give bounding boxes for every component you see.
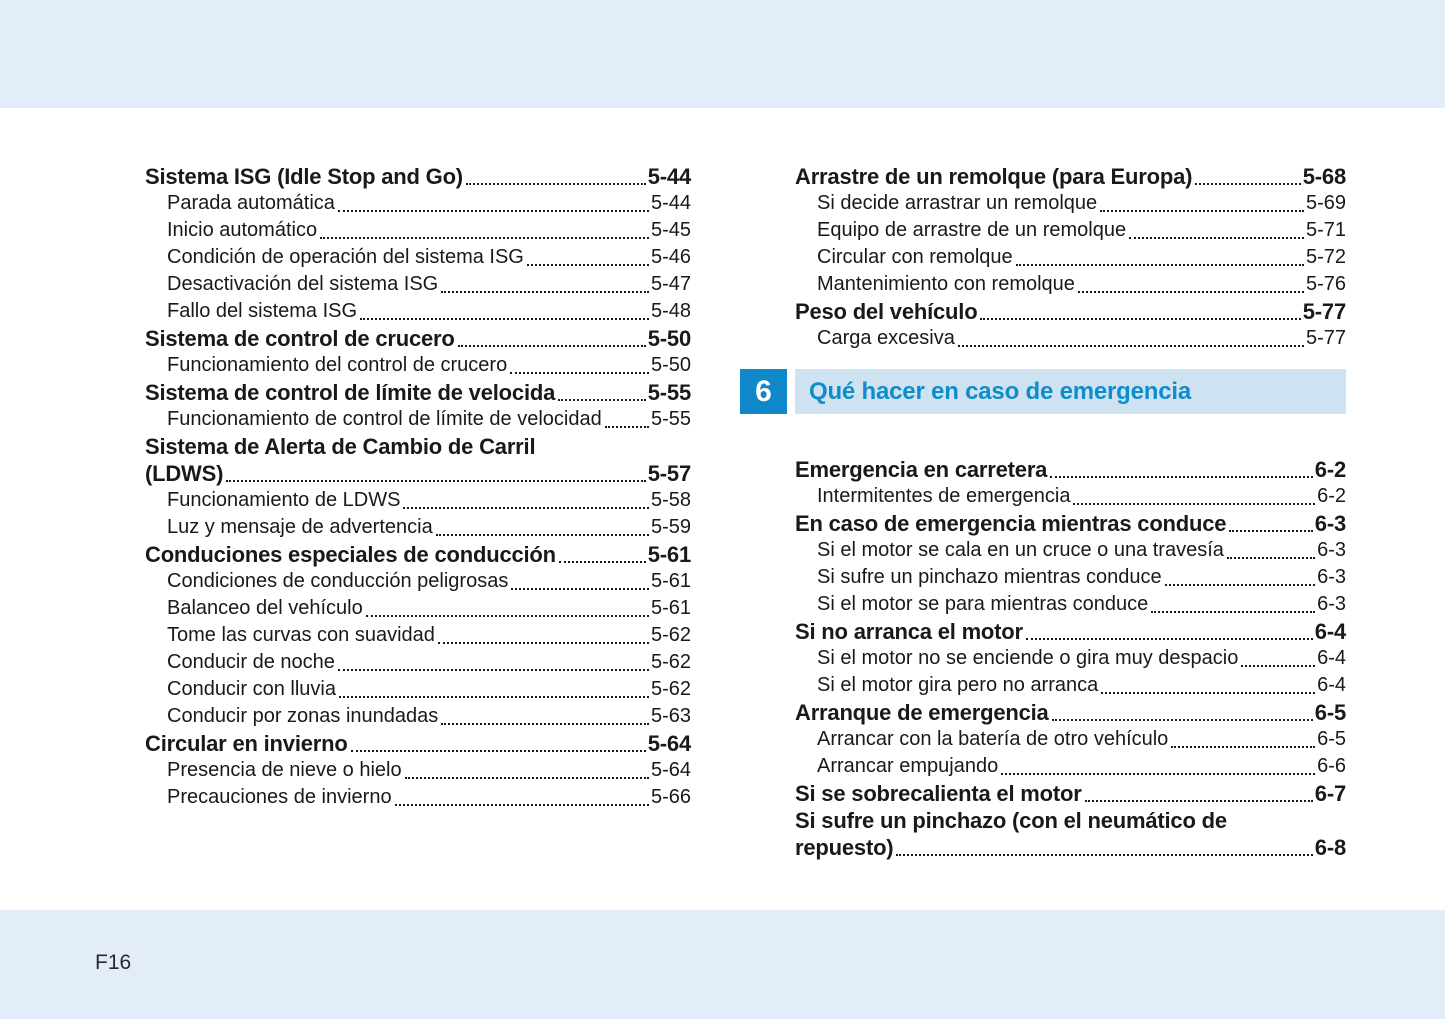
toc-entry-label: Funcionamiento de control de límite de velocidad bbox=[167, 408, 602, 430]
leader-dots bbox=[466, 183, 646, 185]
toc-entry-label: Balanceo del vehículo bbox=[167, 597, 363, 619]
leader-dots bbox=[1016, 264, 1304, 266]
leader-dots bbox=[510, 372, 649, 374]
chapter-title-band bbox=[795, 369, 1346, 414]
toc-entry bbox=[795, 325, 1346, 352]
leader-dots bbox=[436, 534, 649, 536]
leader-dots bbox=[1129, 237, 1304, 239]
toc-entry-page-number: 5-55 bbox=[650, 408, 691, 430]
toc-entry-page-number: 5-69 bbox=[1305, 192, 1346, 214]
toc-entry-page-number: 5-62 bbox=[650, 624, 691, 646]
toc-entry-label: Desactivación del sistema ISG bbox=[167, 273, 439, 295]
leader-dots bbox=[1078, 291, 1304, 293]
toc-entry-page-number: 5-50 bbox=[647, 326, 691, 351]
toc-entry-page-number: 5-48 bbox=[650, 300, 691, 322]
toc-entry bbox=[795, 699, 1346, 726]
toc-entry bbox=[145, 325, 691, 352]
leader-dots bbox=[511, 588, 649, 590]
toc-entry-page-number: 5-44 bbox=[650, 192, 691, 214]
chapter-title: Qué hacer en caso de emergencia bbox=[809, 377, 1191, 405]
toc-entry-page-number: 6-3 bbox=[1317, 539, 1346, 561]
toc-entry-page-number: 5-77 bbox=[1302, 299, 1346, 324]
toc-entry-label: Si el motor no se enciende o gira muy despacio bbox=[817, 647, 1239, 669]
toc-entry-page-number: 5-72 bbox=[1305, 246, 1346, 268]
toc-entry bbox=[145, 622, 691, 649]
toc-entry-page-number: 5-62 bbox=[650, 678, 691, 700]
toc-entry-page-number: 5-61 bbox=[650, 597, 691, 619]
toc-entry-label: repuesto) bbox=[795, 835, 894, 860]
toc-entry-page-number: 5-66 bbox=[650, 786, 691, 808]
toc-entry-page-number: 6-5 bbox=[1314, 700, 1346, 725]
toc-entry-label: Fallo del sistema ISG bbox=[167, 300, 358, 322]
toc-entry-label: Conducir de noche bbox=[167, 651, 335, 673]
toc-entry-page-number: 6-3 bbox=[1314, 511, 1346, 536]
toc-entry bbox=[145, 217, 691, 244]
toc-entry-label: Arranque de emergencia bbox=[795, 700, 1049, 725]
toc-entry bbox=[795, 672, 1346, 699]
toc-entry-label: Inicio automático bbox=[167, 219, 318, 241]
toc-entry bbox=[145, 244, 691, 271]
leader-dots bbox=[605, 426, 649, 428]
toc-entry bbox=[145, 568, 691, 595]
toc-entry bbox=[145, 163, 691, 190]
toc-entry-page-number: 5-55 bbox=[647, 380, 691, 405]
toc-entry-page-number: 5-57 bbox=[647, 461, 691, 486]
toc-entry-label: Parada automática bbox=[167, 192, 335, 214]
leader-dots bbox=[360, 318, 649, 320]
toc-entry-label: Intermitentes de emergencia bbox=[817, 485, 1071, 507]
leader-dots bbox=[338, 669, 649, 671]
toc-entry-page-number: 5-44 bbox=[647, 164, 691, 189]
toc-entry bbox=[145, 703, 691, 730]
toc-entry-page-number: 5-47 bbox=[650, 273, 691, 295]
leader-dots bbox=[1165, 584, 1315, 586]
toc-entry bbox=[795, 537, 1346, 564]
toc-entry-label: En caso de emergencia mientras conduce bbox=[795, 511, 1227, 536]
toc-entry-label: Circular con remolque bbox=[817, 246, 1013, 268]
toc-entry-page-number: 6-8 bbox=[1314, 835, 1346, 860]
toc-entry-page-number: 6-7 bbox=[1314, 781, 1346, 806]
bottom-decorative-band bbox=[0, 910, 1445, 1019]
toc-entry-label: Si el motor gira pero no arranca bbox=[817, 674, 1099, 696]
toc-entry-page-number: 6-2 bbox=[1317, 485, 1346, 507]
toc-entry-page-number: 6-4 bbox=[1317, 674, 1346, 696]
toc-entry bbox=[795, 618, 1346, 645]
toc-entry bbox=[795, 163, 1346, 190]
leader-dots bbox=[226, 480, 646, 482]
toc-entry bbox=[795, 780, 1346, 807]
toc-entry-label: Si se sobrecalienta el motor bbox=[795, 781, 1082, 806]
page-footer-label: F16 bbox=[95, 951, 132, 974]
leader-dots bbox=[1227, 557, 1315, 559]
toc-entry bbox=[145, 190, 691, 217]
toc-entry-label: Circular en invierno bbox=[145, 731, 348, 756]
leader-dots bbox=[338, 210, 649, 212]
toc-entry bbox=[795, 244, 1346, 271]
toc-entry-label-line: Si sufre un pinchazo (con el neumático de bbox=[795, 808, 1227, 833]
toc-entry-label: Arrancar empujando bbox=[817, 755, 999, 777]
toc-entry-page-number: 5-59 bbox=[650, 516, 691, 538]
toc-entry bbox=[145, 298, 691, 325]
toc-entry-page-number: 6-6 bbox=[1317, 755, 1346, 777]
toc-entry-page-number: 5-64 bbox=[650, 759, 691, 781]
toc-entry-page-number: 5-58 bbox=[650, 489, 691, 511]
leader-dots bbox=[441, 291, 649, 293]
toc-entry bbox=[795, 483, 1346, 510]
leader-dots bbox=[1050, 476, 1313, 478]
toc-entry-page-number: 5-77 bbox=[1305, 327, 1346, 349]
toc-entry-label: Funcionamiento del control de crucero bbox=[167, 354, 508, 376]
toc-entry-page-number: 6-5 bbox=[1317, 728, 1346, 750]
toc-entry-page-number: 6-3 bbox=[1317, 566, 1346, 588]
leader-dots bbox=[1241, 665, 1315, 667]
toc-entry-page-number: 5-61 bbox=[650, 570, 691, 592]
toc-entry-label: Arrancar con la batería de otro vehículo bbox=[817, 728, 1169, 750]
leader-dots bbox=[395, 804, 649, 806]
toc-entry bbox=[795, 456, 1346, 483]
toc-entry-page-number: 6-3 bbox=[1317, 593, 1346, 615]
toc-entry-page-number: 5-46 bbox=[650, 246, 691, 268]
toc-column-left bbox=[145, 163, 691, 811]
toc-entry bbox=[145, 460, 691, 487]
toc-entry-label: Si sufre un pinchazo mientras conduce bbox=[817, 566, 1162, 588]
toc-section-chapter5-continued bbox=[795, 163, 1346, 352]
leader-dots bbox=[1026, 638, 1313, 640]
toc-entry-label: Arrastre de un remolque (para Europa) bbox=[795, 164, 1193, 189]
toc-entry-page-number: 5-61 bbox=[647, 542, 691, 567]
toc-entry-page-number: 5-45 bbox=[650, 219, 691, 241]
toc-entry-label: Si no arranca el motor bbox=[795, 619, 1023, 644]
toc-entry-label: Mantenimiento con remolque bbox=[817, 273, 1075, 295]
chapter-number: 6 bbox=[755, 374, 772, 408]
leader-dots bbox=[1085, 800, 1313, 802]
toc-entry bbox=[795, 298, 1346, 325]
toc-entry bbox=[795, 753, 1346, 780]
toc-entry-label: Conducir por zonas inundadas bbox=[167, 705, 439, 727]
toc-entry-label: (LDWS) bbox=[145, 461, 224, 486]
leader-dots bbox=[339, 696, 649, 698]
toc-entry bbox=[145, 595, 691, 622]
toc-entry bbox=[145, 541, 691, 568]
toc-entry-label: Si el motor se cala en un cruce o una travesía bbox=[817, 539, 1224, 561]
toc-entry bbox=[795, 217, 1346, 244]
top-decorative-band bbox=[0, 0, 1445, 108]
leader-dots bbox=[366, 615, 649, 617]
toc-entry-label-line: Sistema de Alerta de Cambio de Carril bbox=[145, 434, 536, 459]
toc-entry-page-number: 6-4 bbox=[1314, 619, 1346, 644]
toc-entry bbox=[795, 190, 1346, 217]
leader-dots bbox=[958, 345, 1304, 347]
toc-entry bbox=[145, 352, 691, 379]
toc-column-right bbox=[755, 163, 1346, 861]
leader-dots bbox=[405, 777, 649, 779]
toc-entry-label: Presencia de nieve o hielo bbox=[167, 759, 402, 781]
toc-entry-page-number: 5-71 bbox=[1305, 219, 1346, 241]
toc-entry-label: Sistema ISG (Idle Stop and Go) bbox=[145, 164, 463, 189]
leader-dots bbox=[980, 318, 1300, 320]
toc-entry bbox=[145, 406, 691, 433]
toc-entry-page-number: 5-64 bbox=[647, 731, 691, 756]
toc-entry bbox=[145, 730, 691, 757]
toc-entry bbox=[145, 676, 691, 703]
leader-dots bbox=[1171, 746, 1315, 748]
toc-entry-label: Condición de operación del sistema ISG bbox=[167, 246, 524, 268]
toc-entry-label: Equipo de arrastre de un remolque bbox=[817, 219, 1127, 241]
toc-entry-label: Sistema de control de crucero bbox=[145, 326, 455, 351]
leader-dots bbox=[438, 642, 649, 644]
toc-entry-page-number: 5-76 bbox=[1305, 273, 1346, 295]
chapter-number-badge bbox=[740, 369, 787, 414]
leader-dots bbox=[403, 507, 649, 509]
toc-entry-label: Si decide arrastrar un remolque bbox=[817, 192, 1098, 214]
toc-entry-label: Conduciones especiales de conducción bbox=[145, 542, 556, 567]
toc-entry-label: Sistema de control de límite de velocida bbox=[145, 380, 556, 405]
toc-entry-label: Carga excesiva bbox=[817, 327, 955, 349]
toc-entry-label: Peso del vehículo bbox=[795, 299, 978, 324]
toc-entry bbox=[145, 487, 691, 514]
toc-entry-label: Tome las curvas con suavidad bbox=[167, 624, 435, 646]
toc-entry bbox=[145, 649, 691, 676]
toc-entry-label: Emergencia en carretera bbox=[795, 457, 1048, 482]
toc-entry-label: Conducir con lluvia bbox=[167, 678, 336, 700]
leader-dots bbox=[1052, 719, 1313, 721]
toc-entry bbox=[145, 271, 691, 298]
leader-dots bbox=[559, 561, 646, 563]
toc-entry-label: Precauciones de invierno bbox=[167, 786, 392, 808]
leader-dots bbox=[527, 264, 649, 266]
leader-dots bbox=[441, 723, 649, 725]
toc-entry-page-number: 6-4 bbox=[1317, 647, 1346, 669]
toc-entry-label: Funcionamiento de LDWS bbox=[167, 489, 401, 511]
toc-entry-label: Condiciones de conducción peligrosas bbox=[167, 570, 509, 592]
toc-entry-page-number: 5-63 bbox=[650, 705, 691, 727]
leader-dots bbox=[1001, 773, 1315, 775]
toc-entry bbox=[795, 645, 1346, 672]
leader-dots bbox=[458, 345, 646, 347]
leader-dots bbox=[1073, 503, 1315, 505]
toc-entry bbox=[795, 591, 1346, 618]
leader-dots bbox=[351, 750, 646, 752]
toc-section-chapter6 bbox=[795, 456, 1346, 861]
leader-dots bbox=[1101, 692, 1315, 694]
toc-entry bbox=[145, 757, 691, 784]
toc-entry-page-number: 5-68 bbox=[1302, 164, 1346, 189]
leader-dots bbox=[1229, 530, 1312, 532]
toc-entry bbox=[795, 564, 1346, 591]
toc-entry-page-number: 6-2 bbox=[1314, 457, 1346, 482]
leader-dots bbox=[1151, 611, 1315, 613]
toc-entry bbox=[795, 726, 1346, 753]
toc-entry-label: Si el motor se para mientras conduce bbox=[817, 593, 1149, 615]
toc-entry bbox=[145, 379, 691, 406]
chapter-6-header bbox=[740, 369, 1346, 414]
leader-dots bbox=[896, 854, 1312, 856]
leader-dots bbox=[1100, 210, 1304, 212]
toc-entry-page-number: 5-62 bbox=[650, 651, 691, 673]
toc-entry bbox=[145, 784, 691, 811]
leader-dots bbox=[1195, 183, 1301, 185]
leader-dots bbox=[558, 399, 646, 401]
toc-entry bbox=[795, 271, 1346, 298]
toc-entry bbox=[795, 510, 1346, 537]
toc-entry bbox=[145, 514, 691, 541]
toc-entry bbox=[795, 834, 1346, 861]
leader-dots bbox=[320, 237, 649, 239]
toc-entry-label: Luz y mensaje de advertencia bbox=[167, 516, 433, 538]
toc-entry-page-number: 5-50 bbox=[650, 354, 691, 376]
